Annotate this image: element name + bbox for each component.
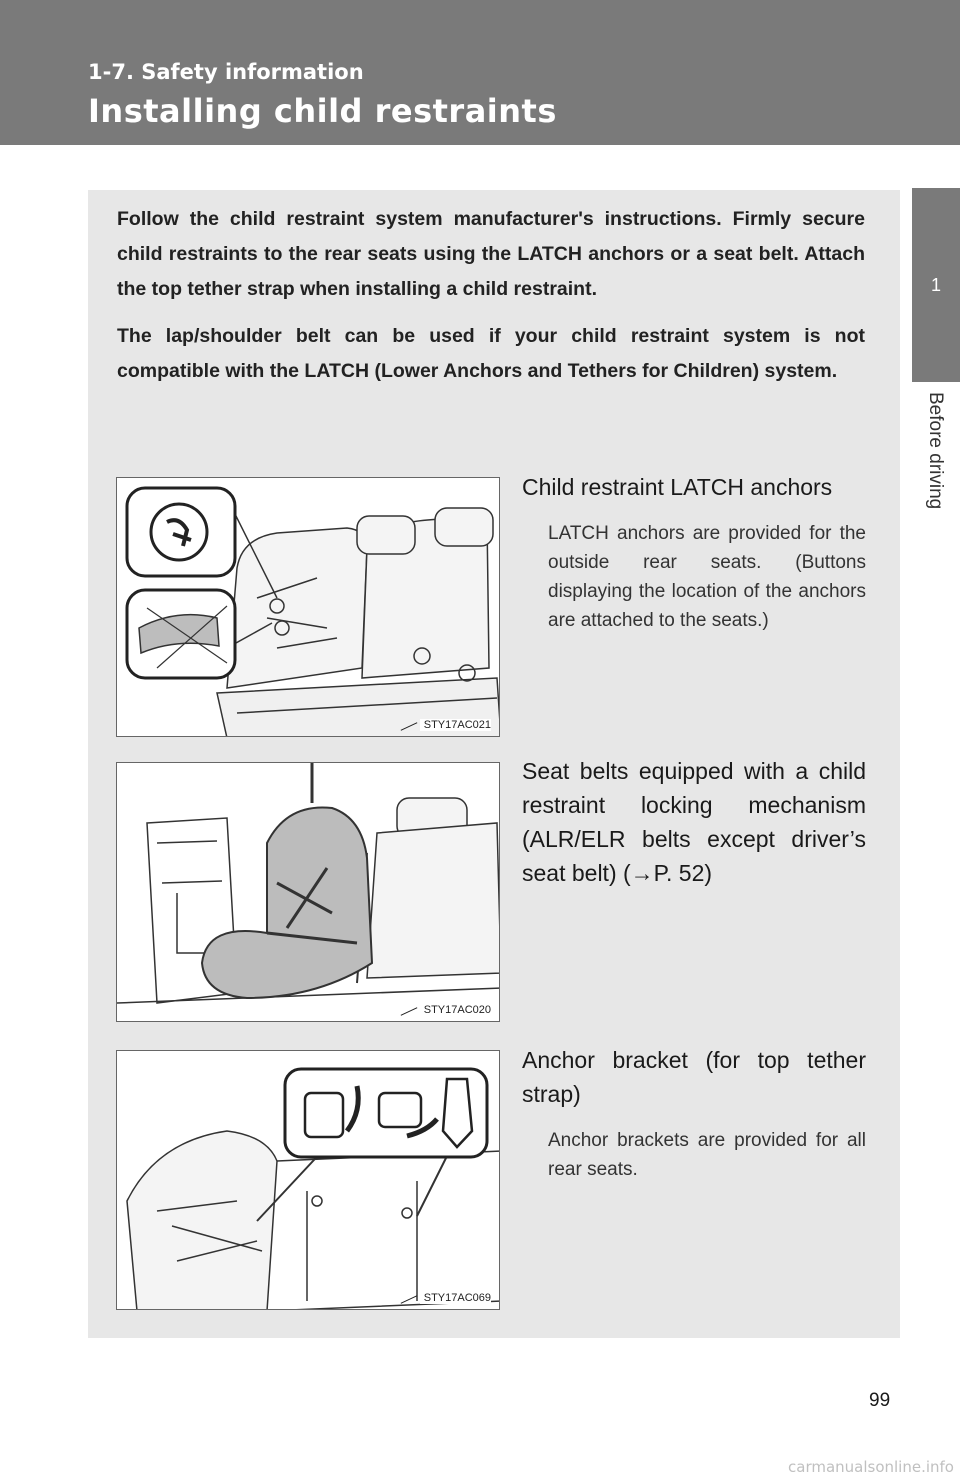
watermark: carmanualsonline.info [788,1458,954,1476]
section-title: 1-7. Safety information [88,60,364,84]
anchor-bracket-illustration [117,1051,500,1310]
intro-text [117,202,865,401]
item-desc-latch: LATCH anchors are provided for the outside rear seats. (Buttons displaying the location of the anchors are attached to the seats.) [548,523,866,631]
page-number: 99 [869,1390,891,1411]
item-title-anchor: Anchor bracket (for top tether strap) [522,1047,866,1107]
figure-code: STY17AC021 [420,719,491,731]
figure-code: STY17AC069 [420,1292,491,1304]
chapter-label: Before driving [925,392,946,510]
intro-paragraph-2: The lap/shoulder belt can be used if your child restraint system is not compatible with the LATCH (Lower Anchors and Tethers for Children) system. [117,325,865,382]
intro-paragraph-1: Follow the child restraint system manufacturer's instructions. Firmly secure child restraints to the rear seats using the LATCH anchors or a seat belt. Attach the top tether strap when installing a child restraint. [117,208,865,300]
bracket-icon [305,1093,343,1137]
figure-code: STY17AC020 [420,1004,491,1016]
page-header [0,0,960,145]
child-seat-icon [151,504,207,560]
item-title-latch: Child restraint LATCH anchors [522,474,833,500]
page-title: Installing child restraints [88,92,557,130]
chapter-number: 1 [930,274,941,295]
figure-anchor-bracket [116,1050,500,1310]
child-seat-illustration [117,763,500,1022]
item-desc-anchor: Anchor brackets are provided for all rear seats. [548,1130,866,1180]
figure-latch-anchors [116,477,500,737]
chapter-tab[interactable] [912,188,960,382]
figure-seat-belt [116,762,500,1022]
item-title-seat-belt: Seat belts equipped with a child restraint locking mechanism (ALR/ELR belts except driver’s seat belt) (→P. 52) [522,758,866,886]
rear-seat-illustration [117,478,500,737]
